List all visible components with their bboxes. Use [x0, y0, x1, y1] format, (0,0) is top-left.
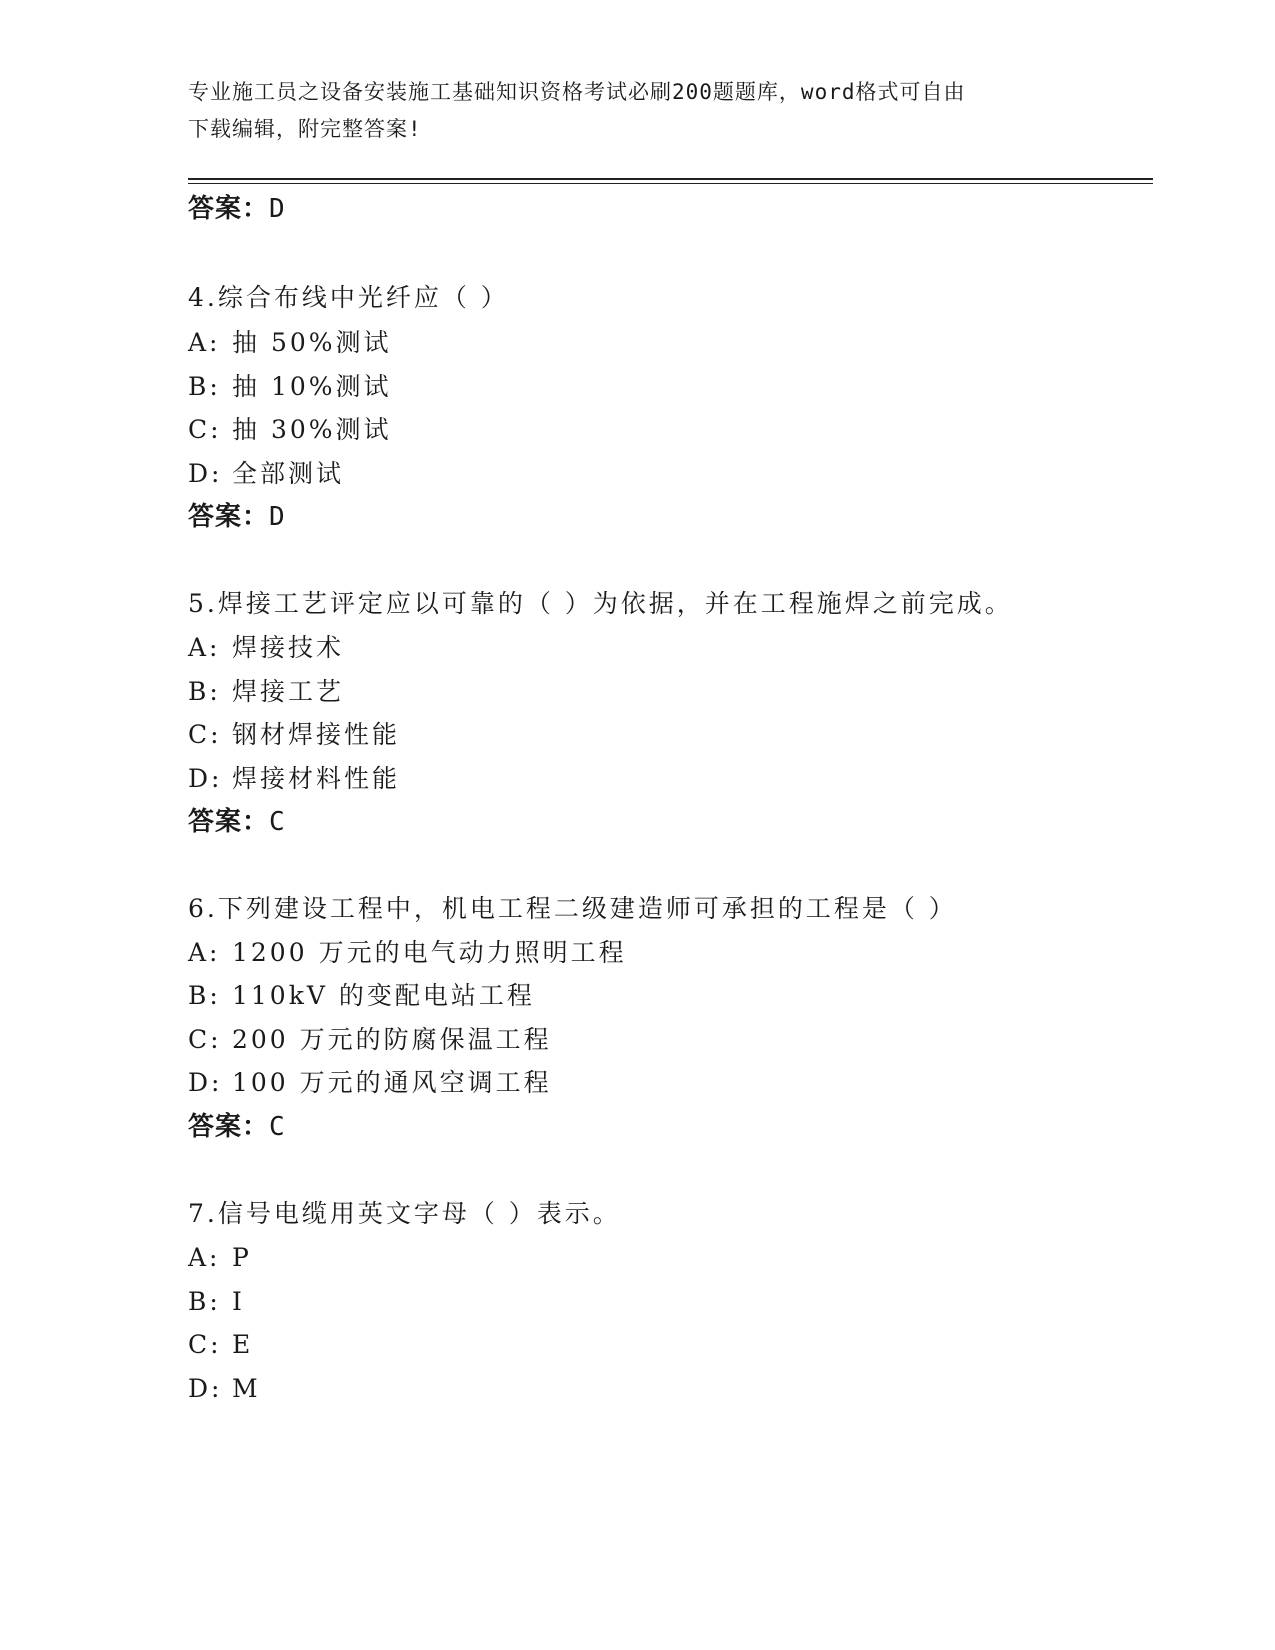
question-6-option-c — [188, 1024, 552, 1056]
option-key: A: — [188, 328, 221, 357]
option-text: 抽 10%测试 — [232, 372, 392, 401]
header-rule-thin — [188, 183, 1153, 184]
question-4-option-c — [188, 414, 392, 446]
option-text: M — [232, 1374, 261, 1403]
option-key: D: — [188, 1374, 223, 1403]
prev-answer — [188, 193, 286, 225]
option-key: B: — [188, 1287, 221, 1316]
answer-value: D — [269, 194, 286, 224]
question-stem-5: 5.焊接工艺评定应以可靠的（ ）为依据，并在工程施焊之前完成。 — [188, 589, 1013, 618]
option-text: 抽 30%测试 — [232, 415, 392, 444]
option-key: B: — [188, 372, 221, 401]
question-stem-4: 4.综合布线中光纤应（ ） — [188, 283, 509, 312]
option-key: B: — [188, 981, 221, 1010]
option-text: 抽 50%测试 — [232, 328, 392, 357]
question-5-option-a — [188, 632, 344, 664]
answer-value: C — [269, 1112, 286, 1142]
question-5-answer — [188, 806, 286, 838]
question-stem-7: 7.信号电缆用英文字母（ ）表示。 — [188, 1199, 621, 1228]
option-text: 110kV 的变配电站工程 — [232, 981, 535, 1010]
option-text: 焊接工艺 — [232, 677, 345, 706]
option-key: D: — [188, 764, 223, 793]
answer-value: D — [269, 502, 286, 532]
option-key: D: — [188, 459, 223, 488]
question-4-answer — [188, 501, 286, 533]
option-text: 全部测试 — [232, 459, 345, 488]
header-line-1: 专业施工员之设备安装施工基础知识资格考试必刷200题题库，word格式可自由 — [188, 80, 966, 104]
question-stem-6: 6.下列建设工程中，机电工程二级建造师可承担的工程是（ ） — [188, 894, 957, 923]
option-text: 焊接材料性能 — [232, 764, 401, 793]
option-key: C: — [188, 1025, 222, 1054]
question-4-option-d — [188, 458, 344, 490]
question-7-option-c — [188, 1329, 253, 1361]
option-key: A: — [188, 938, 221, 967]
question-6-option-d — [188, 1067, 552, 1099]
option-key: B: — [188, 677, 221, 706]
option-text: 焊接技术 — [232, 633, 345, 662]
question-7-option-b — [188, 1286, 245, 1318]
answer-label: 答案： — [188, 807, 270, 837]
answer-value: C — [269, 807, 286, 837]
option-text: 200 万元的防腐保温工程 — [232, 1025, 552, 1054]
option-text: E — [232, 1330, 254, 1359]
question-5-option-b — [188, 676, 344, 708]
question-7-option-a — [188, 1242, 252, 1274]
document-header — [188, 74, 1088, 148]
answer-label: 答案： — [188, 502, 270, 532]
header-line-2: 下载编辑，附完整答案! — [188, 117, 422, 141]
option-text: I — [232, 1287, 245, 1316]
answer-label: 答案： — [188, 1112, 270, 1142]
header-rule-thick — [188, 178, 1153, 180]
question-7-option-d — [188, 1373, 261, 1405]
option-text: P — [232, 1243, 252, 1272]
question-6-option-a — [188, 937, 627, 969]
question-4-option-a — [188, 327, 392, 359]
question-5-option-d — [188, 763, 400, 795]
option-key: A: — [188, 1243, 221, 1272]
option-key: D: — [188, 1068, 223, 1097]
question-5-option-c — [188, 719, 400, 751]
option-key: C: — [188, 415, 222, 444]
question-6-answer — [188, 1111, 286, 1143]
option-key: C: — [188, 720, 222, 749]
option-text: 1200 万元的电气动力照明工程 — [232, 938, 627, 967]
question-4-option-b — [188, 371, 392, 403]
option-text: 100 万元的通风空调工程 — [232, 1068, 552, 1097]
option-key: C: — [188, 1330, 222, 1359]
question-6-option-b — [188, 980, 535, 1012]
answer-label: 答案： — [188, 194, 270, 224]
option-text: 钢材焊接性能 — [232, 720, 401, 749]
option-key: A: — [188, 633, 221, 662]
